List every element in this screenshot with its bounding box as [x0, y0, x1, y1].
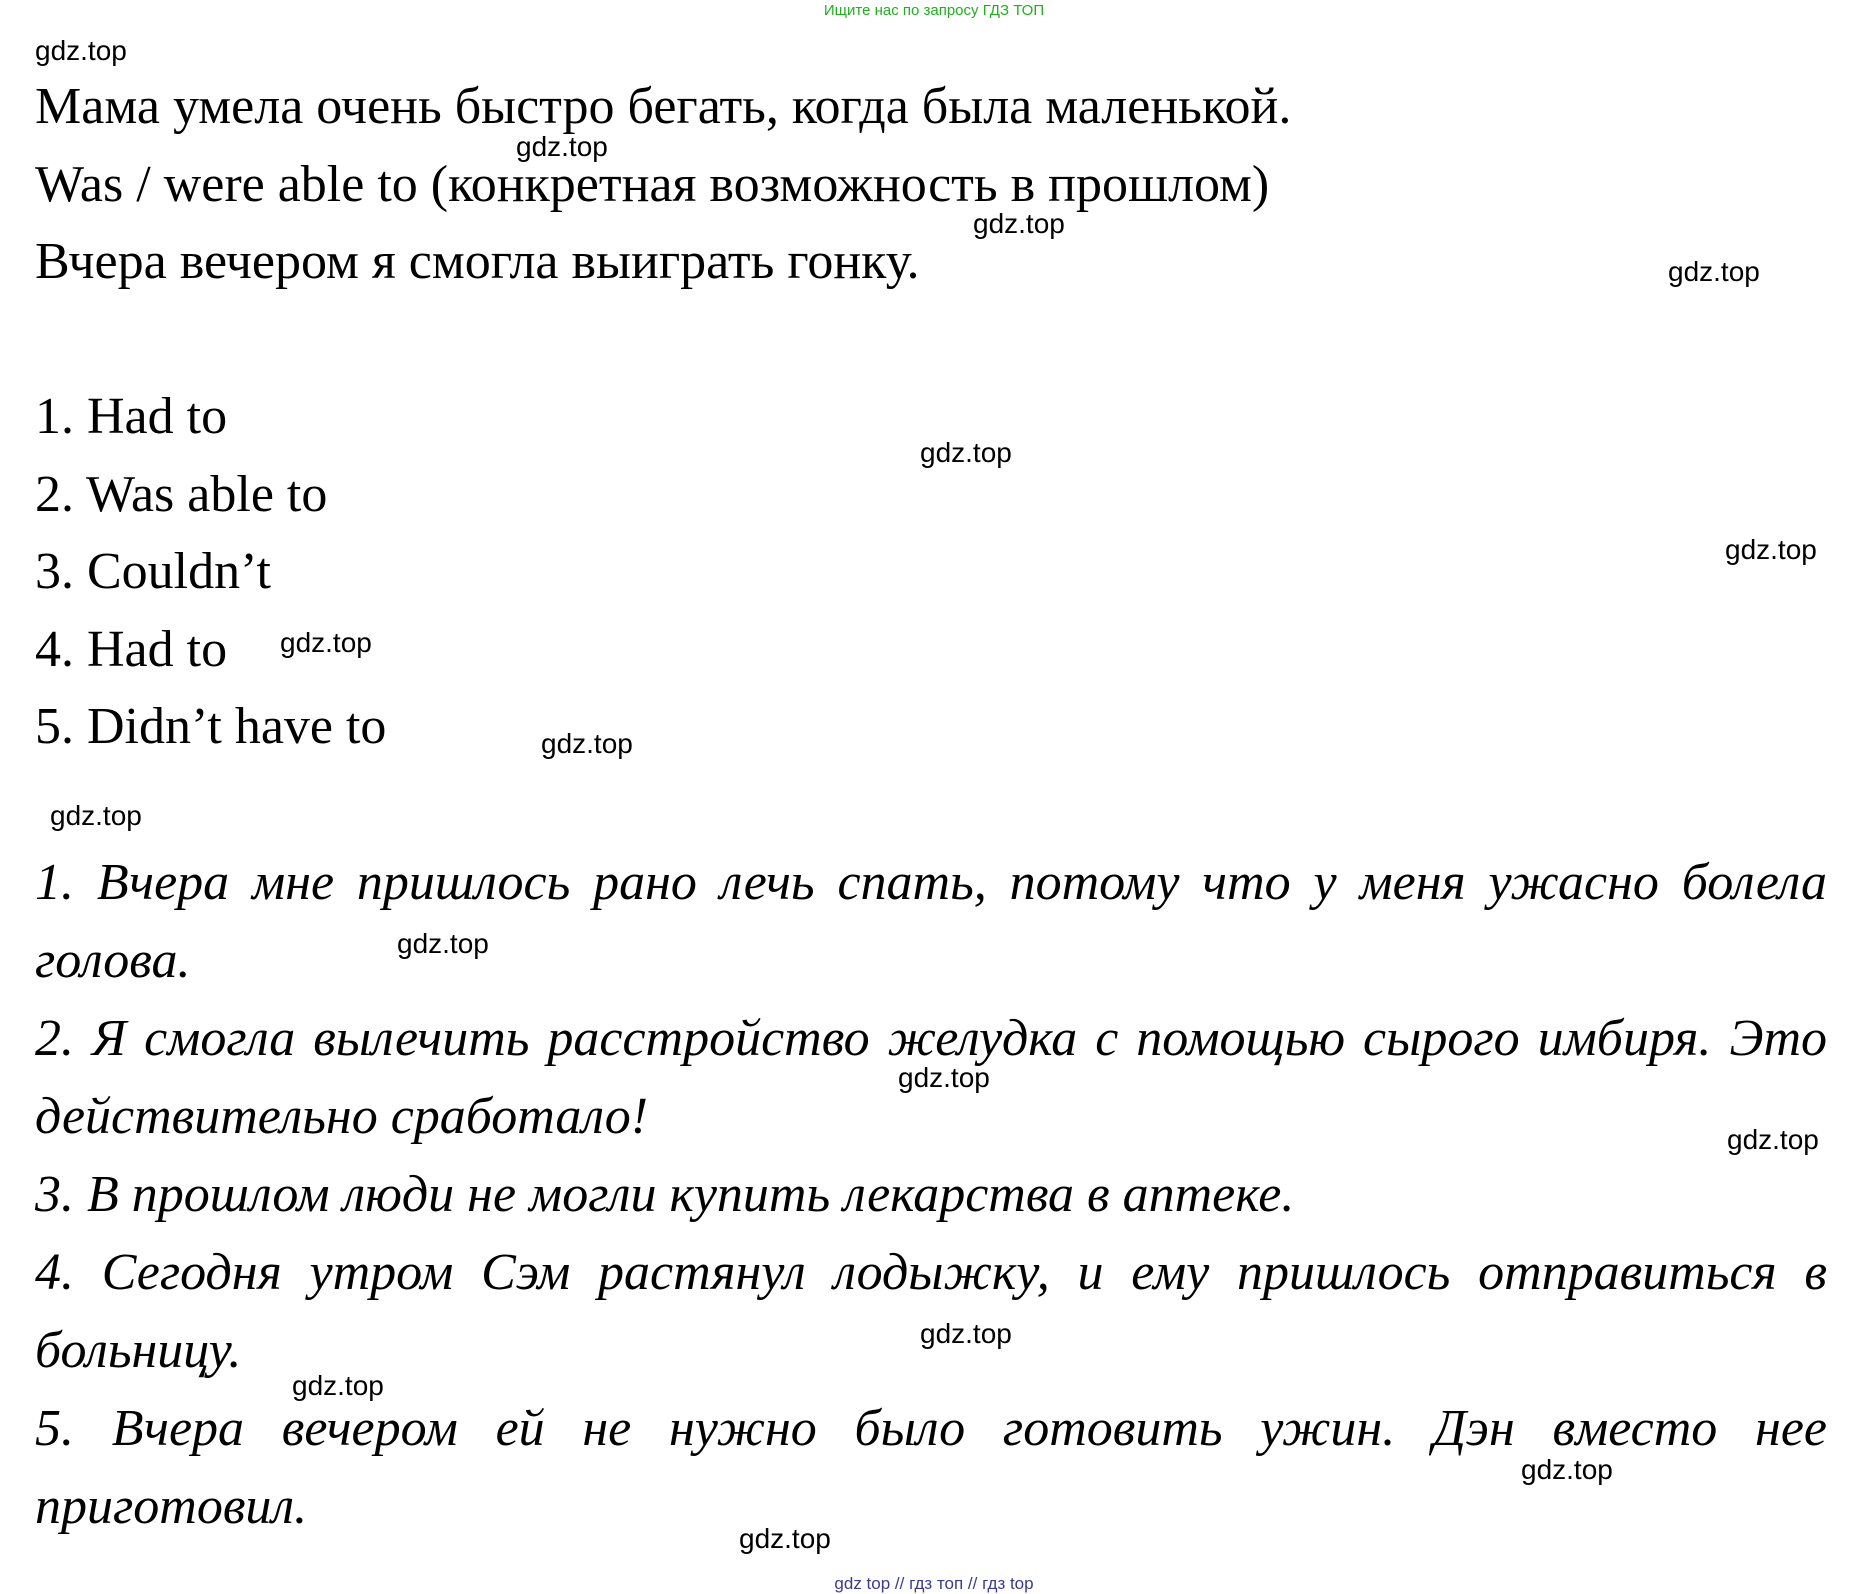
- watermark: gdz.top: [920, 437, 1012, 468]
- answer-item-5: 5. Didn’t have to: [35, 698, 387, 755]
- watermark: gdz.top: [1725, 534, 1817, 565]
- watermark: gdz.top: [50, 800, 142, 831]
- watermark: gdz.top: [973, 208, 1065, 239]
- intro-line-2: Was / were able to (конкретная возможность в прошлом): [35, 156, 1270, 213]
- top-banner: Ищите нас по запросу ГДЗ ТОП: [823, 2, 1045, 19]
- answer-item-4: 4. Had to: [35, 621, 228, 678]
- answer-item-2: 2. Was able to: [35, 466, 328, 523]
- translation-item-1: 1. Вчера мне пришлось рано лечь спать, потому что у меня ужасно болела голова.: [35, 854, 1827, 989]
- watermark: gdz.top: [739, 1523, 831, 1554]
- footer-watermark: gdz top // гдз топ // гдз top: [834, 1574, 1034, 1593]
- watermark: gdz.top: [1727, 1124, 1819, 1155]
- watermark: gdz.top: [898, 1062, 990, 1093]
- intro-line-3: Вчера вечером я смогла выиграть гонку.: [35, 233, 920, 290]
- answer-item-3: 3. Couldn’t: [35, 543, 271, 600]
- watermark: gdz.top: [280, 627, 372, 658]
- watermark: gdz.top: [1668, 256, 1760, 287]
- watermark: gdz.top: [292, 1370, 384, 1401]
- watermark: gdz.top: [541, 728, 633, 759]
- watermark: gdz.top: [920, 1318, 1012, 1349]
- translation-item-3: 3. В прошлом люди не могли купить лекарства в аптеке.: [35, 1166, 1295, 1223]
- watermark: gdz.top: [35, 35, 127, 66]
- watermark: gdz.top: [1521, 1454, 1613, 1485]
- watermark: gdz.top: [397, 928, 489, 959]
- translation-item-4: 4. Сегодня утром Сэм растянул лодыжку, и ему пришлось отправиться в больницу.: [35, 1244, 1827, 1379]
- translation-item-5: 5. Вчера вечером ей не нужно было готовить ужин. Дэн вместо нее приготовил.: [35, 1400, 1827, 1535]
- translation-item-2: 2. Я смогла вылечить расстройство желудка с помощью сырого имбиря. Это действительно сработало!: [35, 1010, 1827, 1145]
- intro-line-1: Мама умела очень быстро бегать, когда была маленькой.: [35, 78, 1292, 135]
- watermark: gdz.top: [516, 131, 608, 162]
- answer-item-1: 1. Had to: [35, 388, 228, 445]
